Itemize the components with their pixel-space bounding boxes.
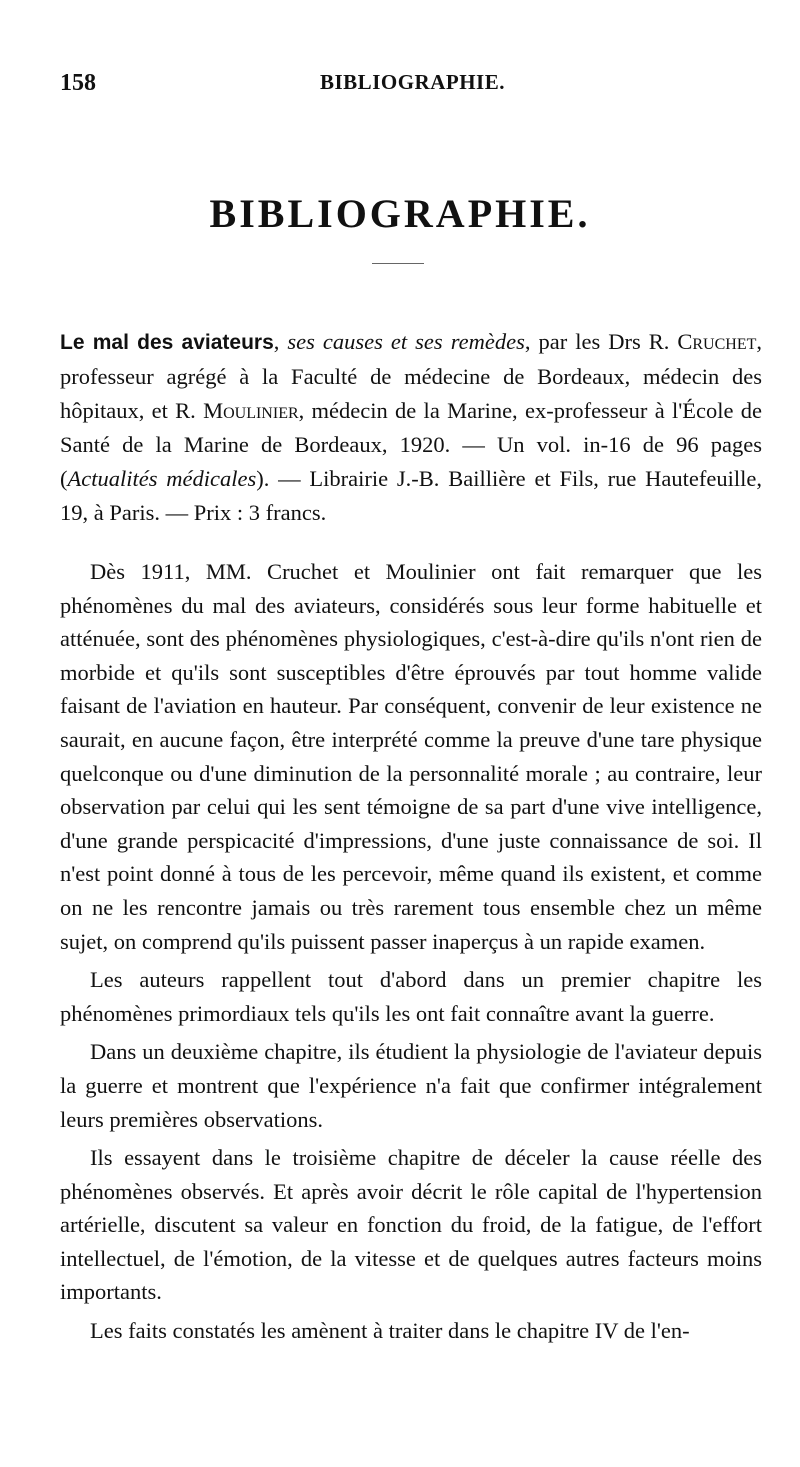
- work-title: Le mal des aviateurs: [60, 331, 274, 354]
- paragraph: Les faits constatés les amènent à traiter dans le chapitre IV de l'en-: [90, 1318, 690, 1344]
- running-title: BIBLIOGRAPHIE.: [320, 70, 505, 94]
- citation-text: , par les Drs R.: [524, 329, 678, 354]
- citation-separator: ,: [273, 329, 288, 354]
- page-number: 158: [60, 70, 96, 96]
- paragraph: Les auteurs rappellent tout d'abord dans un premier chapitre les phénomènes primordiaux tels qu'ils les ont fait connaître avant la guerre.: [60, 967, 762, 1026]
- paragraph: Dans un deuxième chapitre, ils étudient la physiologie de l'aviateur depuis la guerre et montrent que l'expérience n'a fait que confirmer intégralement leurs premières observations.: [60, 1039, 762, 1132]
- paragraph: Ils essayent dans le troisième chapitre de déceler la cause réelle des phénomènes observés. Et après avoir décrit le rôle capital de l'hypertension artérielle, discutent sa valeur en fonction du froid, de la fatigue, de l'effort intellectuel, de l'émotion, de la vitesse et de quelques autres facteurs moins importants.: [60, 1145, 762, 1305]
- citation-text: ). — Librairie J.-B. Baillière et Fils, rue Hautefeuille, 19, à Paris. — Prix : 3 francs.: [60, 466, 762, 525]
- page-title: BIBLIOGRAPHIE.: [209, 191, 591, 236]
- paragraph: Dès 1911, MM. Cruchet et Moulinier ont fait remarquer que les phénomènes du mal des aviateurs, considérés sous leur forme habituelle et atténuée, sont des phénomènes physiologiques, c'est-à-dire qu'ils n'ont rien de morbide et qu'ils sont susceptibles d'être éprouvés par tout homme valide faisant de l'aviation en hauteur. Par conséquent, convenir de leur existence ne saurait, en aucune façon, être interprété comme la preuve d'une tare physique quelconque ou d'une diminution de la personnalité morale ; au contraire, leur observation par celui qui les sent témoigne de sa part d'une vive intelligence, d'une grande perspicacité d'impressions, d'une juste connaissance de soi. Il n'est point donné à tous de les percevoir, même quand ils existent, et comme on ne les rencontre jamais ou très rarement tous ensemble chez un même sujet, on comprend qu'ils puissent passer inaperçus à un rapide examen.: [60, 559, 762, 954]
- bibliographic-citation: [60, 325, 762, 530]
- work-subtitle: ses causes et ses remèdes: [287, 329, 525, 354]
- citation-text: , médecin de la Marine, ex-professeur à l'École de Santé de la Marine de Bordeaux, 1920. — Un vol. in-16 de 96 pages (: [60, 398, 763, 491]
- author-name: Moulinier: [203, 398, 299, 423]
- author-name: Cruchet: [677, 329, 757, 354]
- series-name: Actualités médicales: [67, 466, 257, 491]
- review-body: [60, 555, 762, 1348]
- citation-text: , professeur agrégé à la Faculté de médecine de Bordeaux, médecin des hôpitaux, et R.: [60, 329, 763, 423]
- title-divider: [372, 263, 424, 264]
- running-head: [60, 70, 760, 100]
